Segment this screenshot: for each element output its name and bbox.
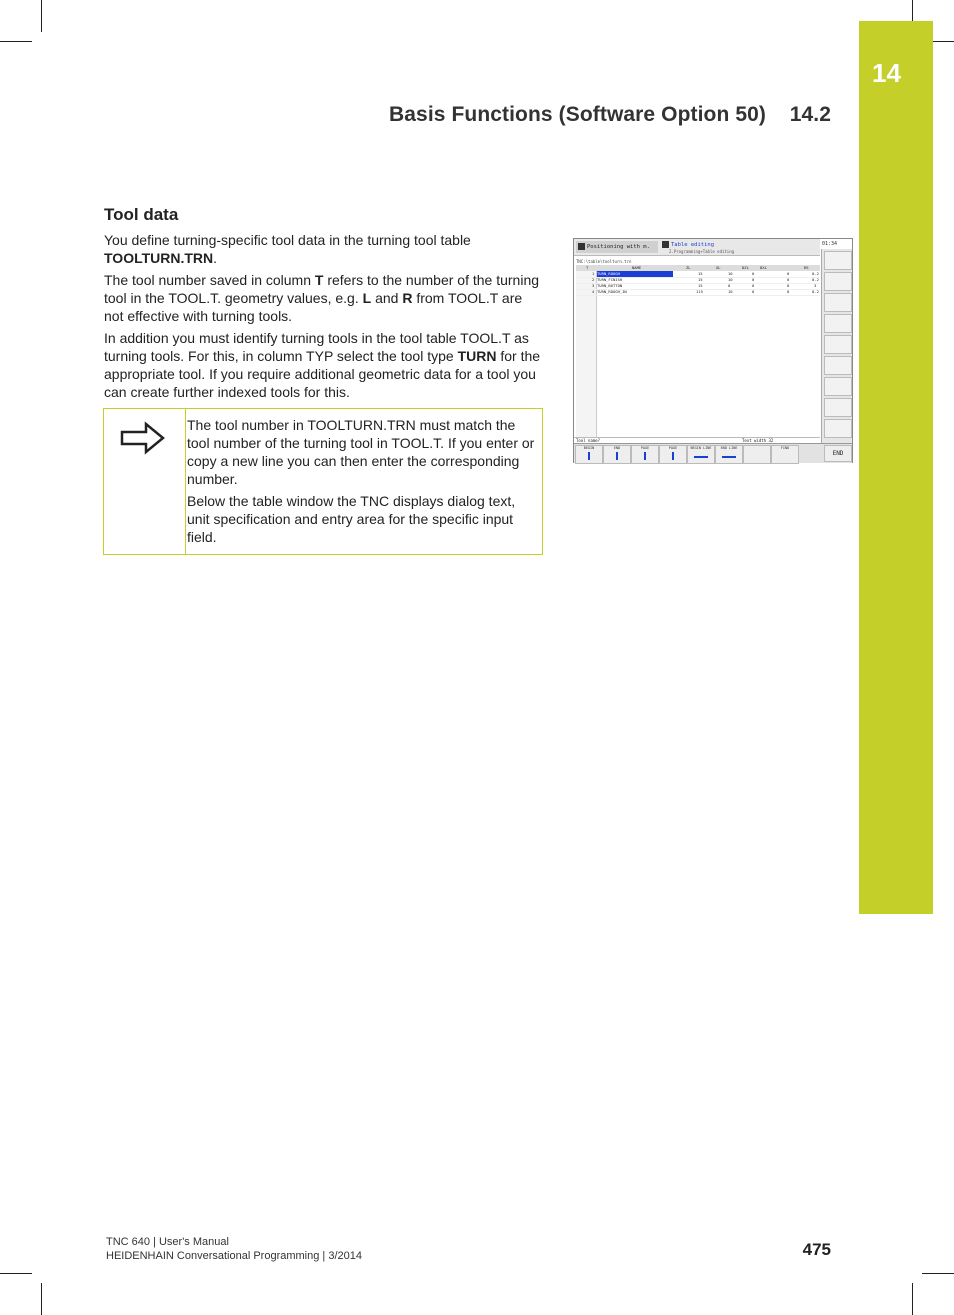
chapter-number: 14: [872, 58, 901, 88]
crop-mark: [41, 0, 42, 32]
note-text: [187, 416, 537, 550]
status-prompt: Tool name?: [576, 438, 601, 443]
mode-table-editing: Table editing 2.Programming+Table editing: [660, 241, 780, 255]
tnc-screenshot: [573, 238, 853, 463]
body-text: [104, 231, 544, 405]
table-row[interactable]: 2 TURN_FINISH 15 10 0 0 0.2: [576, 277, 820, 284]
running-header: Basis Functions (Software Option 50) 14.2: [389, 103, 831, 126]
table-row[interactable]: 1 TURN_ROUGH 15 10 0 0 0.2: [576, 271, 820, 278]
note-box: [103, 408, 543, 555]
softkey-begin[interactable]: BEGIN: [575, 445, 603, 464]
footer-line: TNC 640 | User's Manual: [106, 1236, 229, 1248]
file-path: TNC:\table\toolturn.trn: [576, 259, 632, 264]
note-paragraph: The tool number in TOOLTURN.TRN must match the tool number of the turning tool in TOOL.T. If you enter or copy a new line you can then enter the corresponding number.: [187, 417, 535, 487]
page-number: 475: [802, 1240, 831, 1259]
chapter-tab: [859, 21, 933, 914]
crop-mark: [922, 1273, 954, 1274]
softkey-bar: [574, 443, 852, 463]
table-row[interactable]: 3 TURN_BUTTON 15 0 0 0 3: [576, 283, 820, 290]
softkey-page-down[interactable]: PAGE: [659, 445, 687, 464]
vertical-softkey[interactable]: [824, 272, 852, 291]
crop-mark: [0, 41, 32, 42]
mode-icon: [662, 241, 669, 248]
page-footer: [106, 1235, 362, 1263]
crop-mark: [912, 1283, 913, 1315]
arrow-right-icon: [120, 421, 166, 455]
section-title: Tool data: [104, 205, 179, 224]
note-divider: [185, 409, 186, 554]
mode-subtitle: 2.Programming+Table editing: [669, 249, 735, 254]
end-softkey[interactable]: END: [824, 445, 852, 462]
softkey-begin-line[interactable]: BEGIN LINE: [687, 445, 715, 464]
vertical-softkey[interactable]: [824, 377, 852, 396]
vertical-softkey[interactable]: [824, 356, 852, 375]
paragraph: You define turning-specific tool data in the turning tool table TOOLTURN.TRN.: [104, 232, 471, 266]
screen-topbar: [574, 239, 820, 256]
softkey-end-line[interactable]: END LINE: [715, 445, 743, 464]
mode-positioning: Positioning with m.: [576, 241, 658, 253]
vertical-softkey[interactable]: [824, 398, 852, 417]
softkey-page-up[interactable]: PAGE: [631, 445, 659, 464]
mode-icon: [578, 243, 585, 250]
softkey-find[interactable]: FIND: [771, 445, 799, 464]
table-row[interactable]: 4 TURN_ROUGH_IN 115 10 0 0 0.2: [576, 289, 820, 296]
softkey-blank[interactable]: [743, 445, 771, 464]
paragraph: The tool number saved in column T refers to the number of the turning tool in the TOOL.T. geometry values, e.g. L and R from TOOL.T are not effective with turning tools.: [104, 272, 540, 324]
paragraph: In addition you must identify turning tools in the tool table TOOL.T as turning tools. For this, in column TYP select the tool type TURN for the appropriate tool. If you require additional geometric data for a tool you can create further indexed tools for this.: [104, 330, 541, 400]
vertical-softkey[interactable]: [824, 293, 852, 312]
vertical-softkey[interactable]: [824, 419, 852, 438]
vertical-softkey[interactable]: [824, 251, 852, 270]
vertical-softkeys: [821, 249, 852, 443]
footer-line: HEIDENHAIN Conversational Programming | 3/2014: [106, 1250, 362, 1262]
vertical-softkey[interactable]: [824, 314, 852, 333]
softkey-end[interactable]: END: [603, 445, 631, 464]
crop-mark: [0, 1273, 32, 1274]
table-header: T NAME ZL XL DZL DXL RS: [576, 265, 820, 271]
status-info: Text width 32: [742, 438, 774, 443]
note-paragraph: Below the table window the TNC displays dialog text, unit specification and entry area for the specific input field.: [187, 493, 516, 545]
clock: 01:34: [822, 241, 838, 247]
vertical-softkey[interactable]: [824, 335, 852, 354]
crop-mark: [41, 1283, 42, 1315]
